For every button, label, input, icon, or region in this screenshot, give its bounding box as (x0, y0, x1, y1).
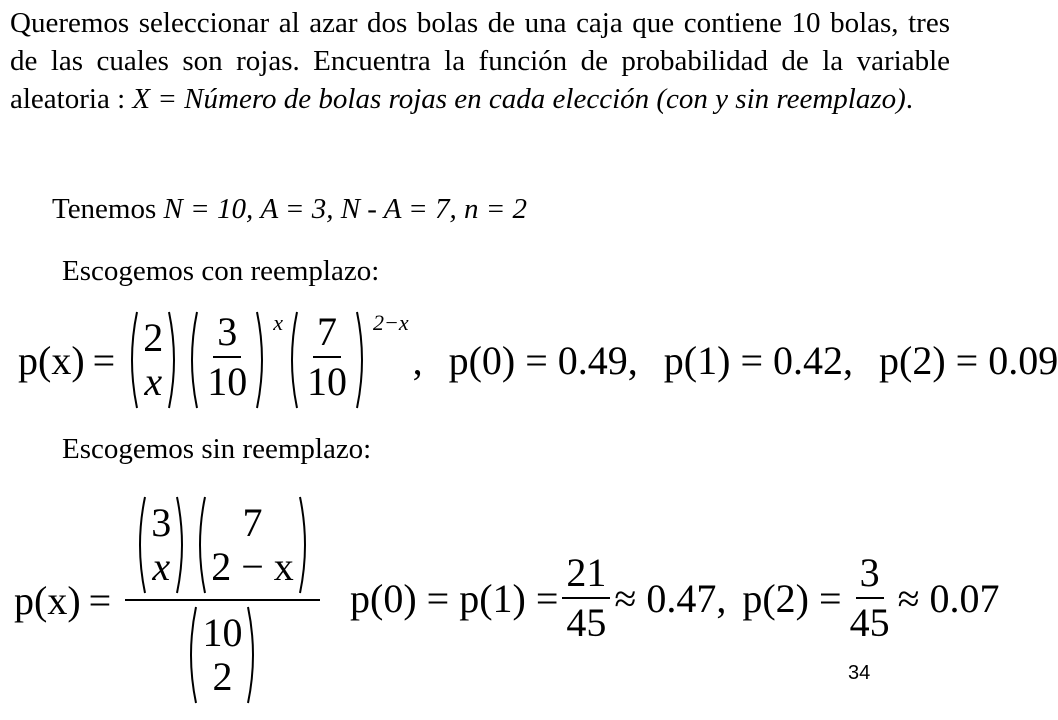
without-replacement-heading: Escogemos sin reemplazo: (62, 433, 372, 465)
result-p2: p(2) = 0.09 (879, 337, 1058, 383)
hyper-fraction (125, 495, 320, 705)
problem-statement (10, 4, 950, 118)
paren-frac-7-10 (285, 310, 369, 410)
frac1-num: 3 (213, 310, 241, 358)
hyper-results (350, 548, 1000, 648)
given-A: A = 3, (260, 193, 334, 225)
random-variable-definition: X = Número de bolas rojas en cada elección (con y sin reemplazo) (132, 83, 906, 115)
problem-text: Queremos seleccionar al azar dos bolas de una caja que contiene 10 bolas, tres de las cuales son rojas. Encuentra la función de probabilidad de la variable aleatoria : (10, 7, 950, 115)
paren-frac-3-10 (185, 310, 269, 410)
binom-bottom: x (144, 359, 163, 404)
exponent-2-minus-x: 2−x (372, 310, 409, 335)
binom-10-2 (184, 605, 260, 705)
result-p1: p(1) = 0.42, (663, 337, 853, 383)
exponent-x: x (273, 310, 283, 335)
frac-45b: 45 (849, 600, 890, 645)
given-prefix: Tenemos (52, 193, 157, 225)
b2-top: 7 (242, 500, 263, 545)
binom-2-x (125, 310, 181, 410)
given-values (52, 192, 527, 226)
binom-top: 2 (143, 315, 164, 360)
frac-21: 21 (562, 551, 610, 599)
frac-45a: 45 (566, 600, 607, 645)
formula-lhs: p(x) (18, 337, 85, 383)
b1-top: 3 (151, 500, 172, 545)
binom-7-2-minus-x (193, 495, 312, 595)
frac1-den: 10 (207, 359, 248, 404)
result-p2-approx: ≈ 0.07 (897, 575, 1000, 621)
result-p0-p1-lhs: p(0) = p(1) = (350, 575, 559, 621)
given-N-minus-A: N - A = 7, (340, 193, 457, 225)
frac-3: 3 (856, 551, 884, 599)
result-p2-lhs: p(2) = (742, 575, 842, 621)
b2-bottom: 2 − x (211, 544, 294, 589)
frac-3-45 (846, 551, 894, 645)
b3-top: 10 (202, 610, 243, 655)
given-n: n = 2 (463, 193, 528, 225)
b3-bottom: 2 (212, 654, 233, 699)
frac-21-45 (562, 551, 610, 645)
with-replacement-heading: Escogemos con reemplazo: (62, 255, 380, 287)
binom-3-x (133, 495, 189, 595)
problem-end: . (905, 83, 914, 115)
b1-bottom: x (152, 544, 171, 589)
page-number: 34 (848, 662, 871, 684)
frac2-den: 10 (306, 359, 347, 404)
result-p0: p(0) = 0.49, (448, 337, 638, 383)
result-p0-p1-approx: ≈ 0.47, (614, 575, 727, 621)
hyper-lhs: p(x) (14, 577, 81, 623)
given-N: N = 10, (163, 193, 254, 225)
frac2-num: 7 (313, 310, 341, 358)
hypergeometric-formula: p(x) = 3 x 7 2 − x 10 2 (14, 500, 326, 700)
binomial-formula: p(x) = 2 x $\frac{3}{10}$ x $\frac{7}{10}$ 2−x , p(0) = 0.49, p(1) = 0.42, p(2) = 0.09 (18, 314, 1058, 406)
